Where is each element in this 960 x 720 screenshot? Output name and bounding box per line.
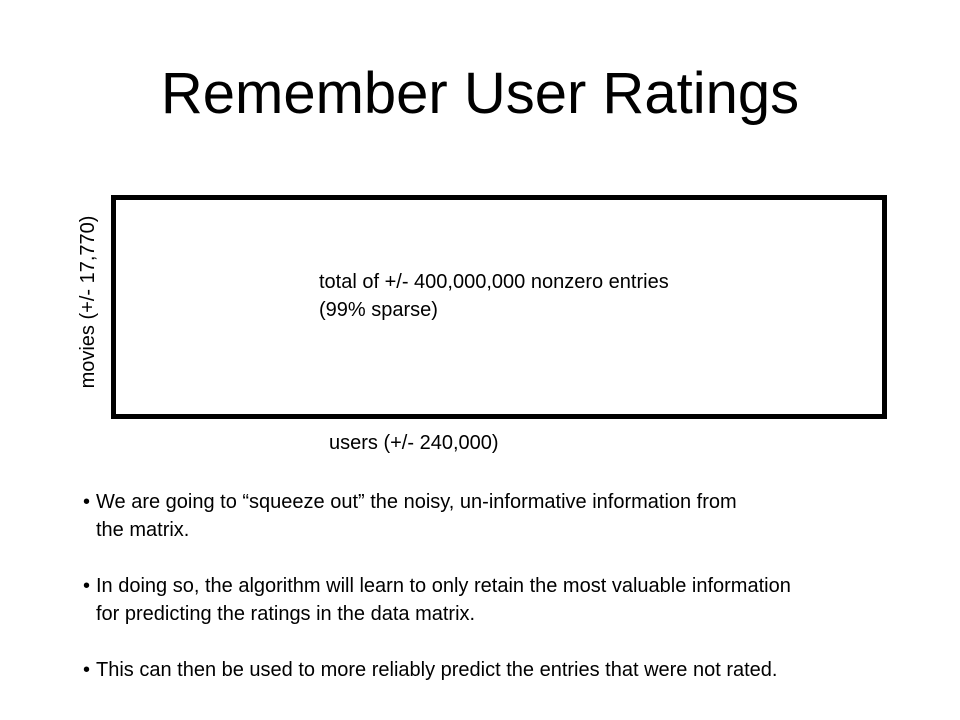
matrix-caption-line-1: total of +/- 400,000,000 nonzero entries [319, 271, 669, 293]
matrix-caption-line-2: (99% sparse) [319, 299, 438, 321]
bullet-text-line-2: the matrix. [96, 519, 190, 541]
matrix-x-axis-label: users (+/- 240,000) [329, 432, 499, 454]
bullet-text-line-1: In doing so, the algorithm will learn to only retain the most valuable information [96, 575, 791, 597]
bullet-list [83, 488, 943, 684]
matrix-y-axis-label: movies (+/- 17,770) [77, 215, 99, 389]
bullet-text-line-1: We are going to “squeeze out” the noisy, un-informative information from [96, 491, 737, 513]
bullet-text-line-1: This can then be used to more reliably predict the entries that were not rated. [96, 659, 778, 681]
slide-title: Remember User Ratings [160, 61, 800, 126]
bullet-item-predict [83, 656, 943, 684]
matrix-caption [319, 268, 669, 324]
bullet-dot-icon: • [83, 575, 91, 597]
bullet-item-retain [83, 572, 943, 628]
bullet-dot-icon: • [83, 491, 91, 513]
bullet-item-squeeze [83, 488, 943, 544]
bullet-dot-icon: • [83, 659, 91, 681]
bullet-text-line-2: for predicting the ratings in the data matrix. [96, 603, 476, 625]
